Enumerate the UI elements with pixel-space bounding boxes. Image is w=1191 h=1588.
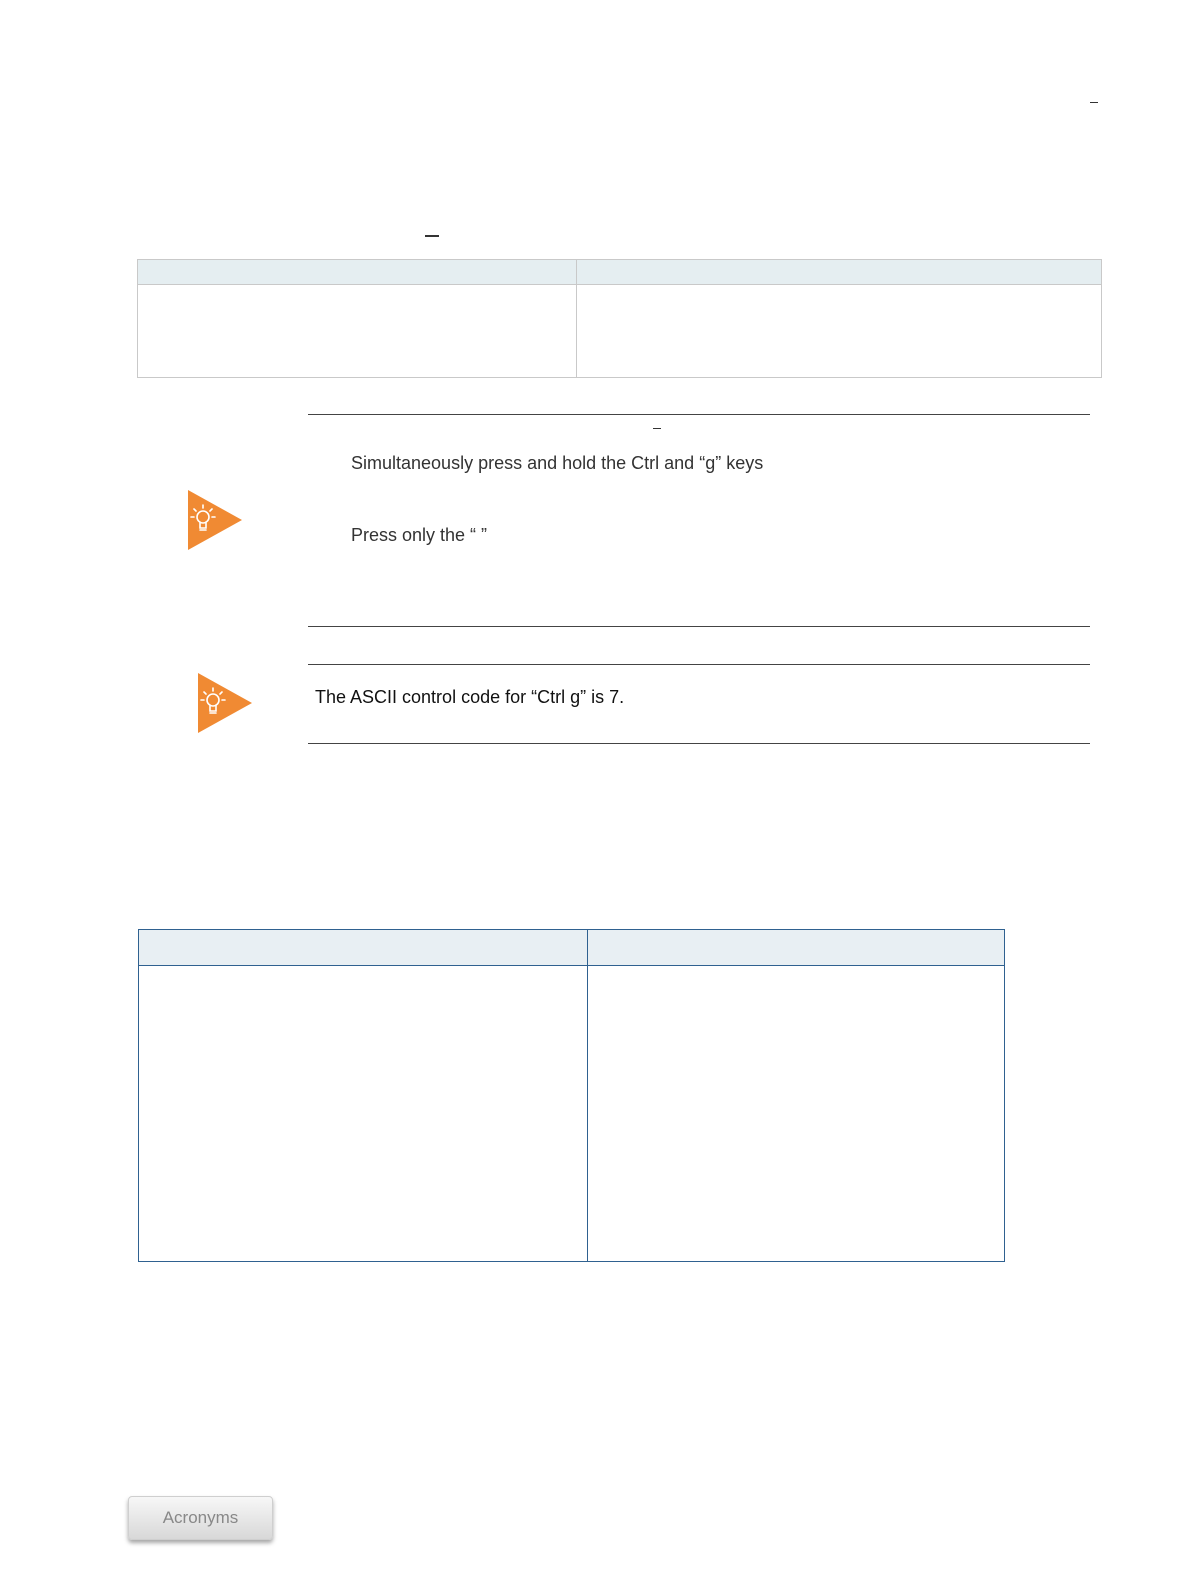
acronyms-button[interactable]: Acronyms (128, 1496, 273, 1540)
table-2-cell-2 (588, 966, 1005, 1262)
note-2-top-rule (308, 664, 1090, 665)
table-2 (138, 929, 1005, 1262)
note-2-text: The ASCII control code for “Ctrl g” is 7. (315, 687, 625, 707)
table-1-header-cell-2 (577, 260, 1102, 285)
note-1-line-2: Press only the “ ” (351, 525, 488, 545)
tip-lightbulb-icon (196, 673, 254, 733)
table-1-header-cell-1 (138, 260, 577, 285)
header-dash (1090, 102, 1098, 103)
section-dash (425, 235, 439, 237)
note-2-bottom-rule (308, 743, 1090, 744)
note-1-top-rule (308, 414, 1090, 415)
note-1-dash (653, 428, 661, 429)
table-2-cell-1 (139, 966, 588, 1262)
tip-lightbulb-icon (186, 490, 244, 550)
table-1-cell-1 (138, 285, 577, 378)
table-2-header-cell-2 (588, 930, 1005, 966)
table-1 (137, 259, 1102, 378)
note-1-line-1: Simultaneously press and hold the Ctrl and “g” keys (351, 453, 764, 473)
note-1-bottom-rule (308, 626, 1090, 627)
table-2-header-cell-1 (139, 930, 588, 966)
table-1-cell-2 (577, 285, 1102, 378)
